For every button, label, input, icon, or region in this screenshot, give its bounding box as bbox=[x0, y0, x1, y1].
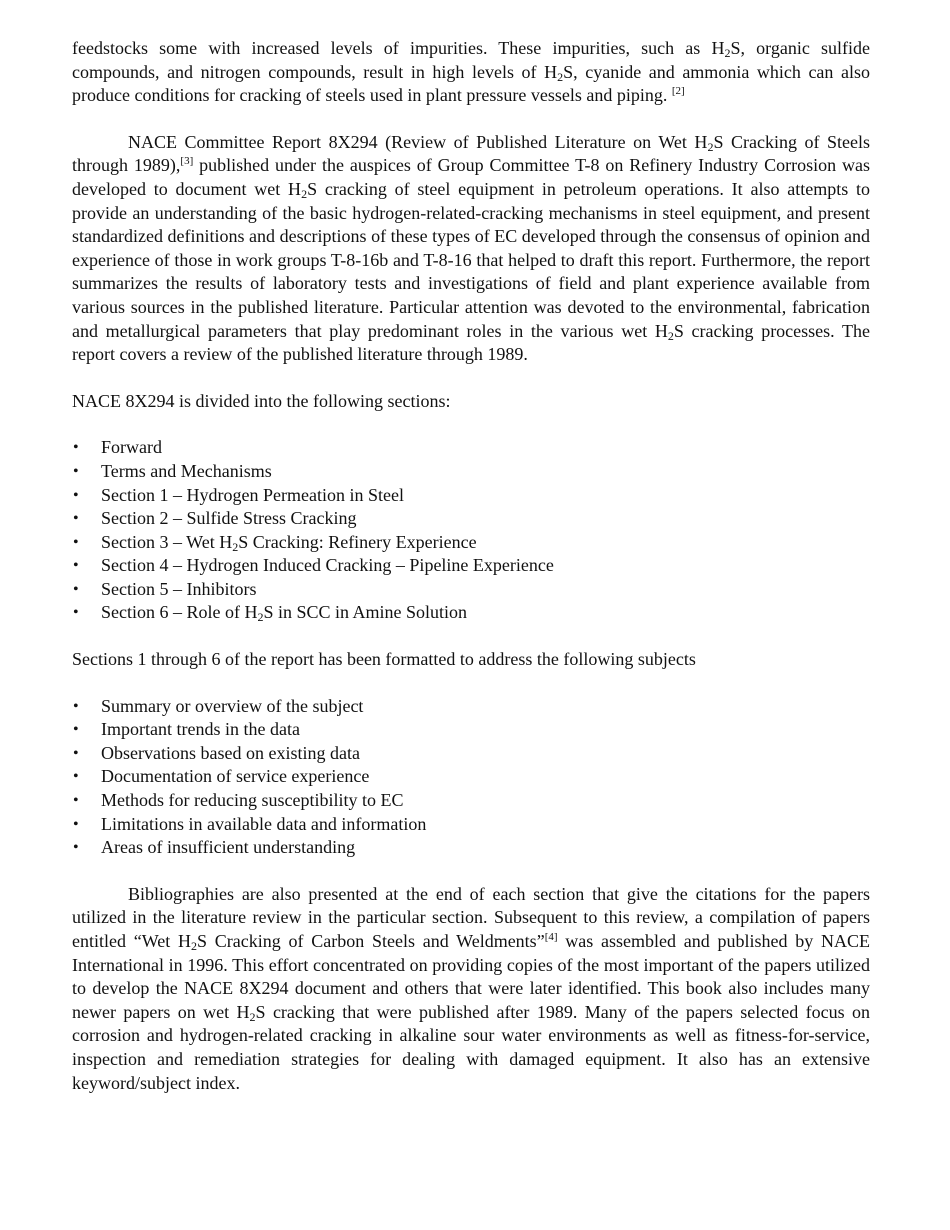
paragraph-gap bbox=[72, 367, 870, 390]
bullet-icon: • bbox=[73, 744, 79, 762]
bullet-icon: • bbox=[73, 462, 79, 480]
paragraph-sections-intro: NACE 8X294 is divided into the following sections: bbox=[72, 390, 451, 411]
list-item: • Section 5 – Inhibitors bbox=[72, 578, 870, 602]
bullet-icon: • bbox=[73, 697, 79, 715]
list-item: • Limitations in available data and information bbox=[72, 813, 870, 837]
list-item: • Forward bbox=[72, 436, 870, 460]
paragraph-bibliographies: Bibliographies are also presented at the end of each section that give the citations for the papers utilized in the literature review in the particular section. Subsequent to this review, a compilation of papers entitled “Wet $H_2S$ Cracking of Carbon Steels and Weldments”[4] was assembled and published by NACE International in 1996. This effort concentrated on providing copies of the most important of the papers utilized to develop the NACE 8X294 document and others that were later identified. This book also includes many newer papers on wet $H_2S$ cracking that were published after 1989. Many of the papers selected focus on corrosion and hydrogen-related cracking in alkaline sour water environments as well as fitness-for-service, inspection and remediation strategies for dealing with damaged equipment. It also has an extensive keyword/subject index. bbox=[72, 883, 871, 1093]
subjects-list bbox=[72, 695, 870, 860]
bullet-icon: • bbox=[73, 510, 79, 528]
citation-4: [4] bbox=[544, 931, 558, 943]
list-item: • Areas of insufficient understanding bbox=[72, 836, 870, 860]
paragraph-feedstocks: feedstocks some with increased levels of impurities. These impurities, such as $H_2S$, organic sulfide compounds, and nitrogen compounds, result in high levels of $H_2S$, cyanide and ammonia which can also produce conditions for cracking of steels used in plant pressure vessels and piping. [2] bbox=[72, 38, 870, 106]
list-item: • Section 3 – Wet $H_2S$ Cracking: Refinery Experience bbox=[73, 531, 477, 554]
list-item: • Summary or overview of the subject bbox=[72, 695, 870, 719]
paragraph-gap bbox=[72, 625, 870, 648]
bullet-icon: • bbox=[73, 439, 79, 457]
list-item: • Section 6 – Role of $H_2S$ in SCC in Amine Solution bbox=[73, 602, 468, 625]
list-item: • Important trends in the data bbox=[72, 718, 870, 742]
bullet-icon: • bbox=[73, 604, 79, 622]
paragraph-gap bbox=[72, 672, 870, 695]
list-item: • Section 2 – Sulfide Stress Cracking bbox=[72, 507, 870, 531]
paragraph-gap bbox=[72, 108, 870, 131]
bullet-icon: • bbox=[73, 533, 79, 551]
list-item: • Observations based on existing data bbox=[72, 742, 870, 766]
list-item: • Section 4 – Hydrogen Induced Cracking – Pipeline Experience bbox=[72, 554, 870, 578]
bullet-icon: • bbox=[73, 580, 79, 598]
list-item: • Methods for reducing susceptibility to EC bbox=[72, 789, 870, 813]
bullet-icon: • bbox=[73, 815, 79, 833]
paragraph-gap bbox=[72, 413, 870, 436]
citation-2: [2] bbox=[671, 85, 685, 98]
list-item: • Section 1 – Hydrogen Permeation in Steel bbox=[72, 484, 870, 508]
bullet-icon: • bbox=[73, 557, 79, 575]
bullet-icon: • bbox=[73, 721, 79, 739]
list-item: • Terms and Mechanisms bbox=[72, 460, 870, 484]
bullet-icon: • bbox=[73, 486, 79, 504]
paragraph-nace-report: NACE Committee Report 8X294 (Review of Published Literature on Wet $H_2S$ Cracking of Steels through 1989),[3] published under the auspices of Group Committee T-8 on Refinery Industry Corrosion was developed to document wet $H_2S$ cracking of steel equipment in petroleum operations. It also attempts to provide an understanding of the basic hydrogen-related-cracking mechanisms in steel equipment, and present standardized definitions and descriptions of these types of EC developed through the consensus of opinion and experience of those in work groups T-8-16b and T-8-16 that helped to draft this report. Furthermore, the report summarizes the results of laboratory tests and investigations of field and plant experience available from various sources in the published literature. Particular attention was devoted to the environmental, fabrication and metallurgical parameters that play predominant roles in the various wet $H_2S$ cracking processes. The report covers a review of the published literature through 1989. bbox=[72, 131, 871, 365]
bullet-icon: • bbox=[73, 839, 79, 857]
bullet-icon: • bbox=[73, 768, 79, 786]
paragraph-gap bbox=[72, 860, 870, 883]
document-page bbox=[72, 37, 870, 1095]
citation-3: [3] bbox=[180, 155, 194, 168]
sections-list bbox=[72, 436, 870, 625]
paragraph-subjects-intro: Sections 1 through 6 of the report has been formatted to address the following subjects bbox=[72, 649, 696, 670]
bullet-icon: • bbox=[73, 792, 79, 810]
list-item: • Documentation of service experience bbox=[72, 765, 870, 789]
